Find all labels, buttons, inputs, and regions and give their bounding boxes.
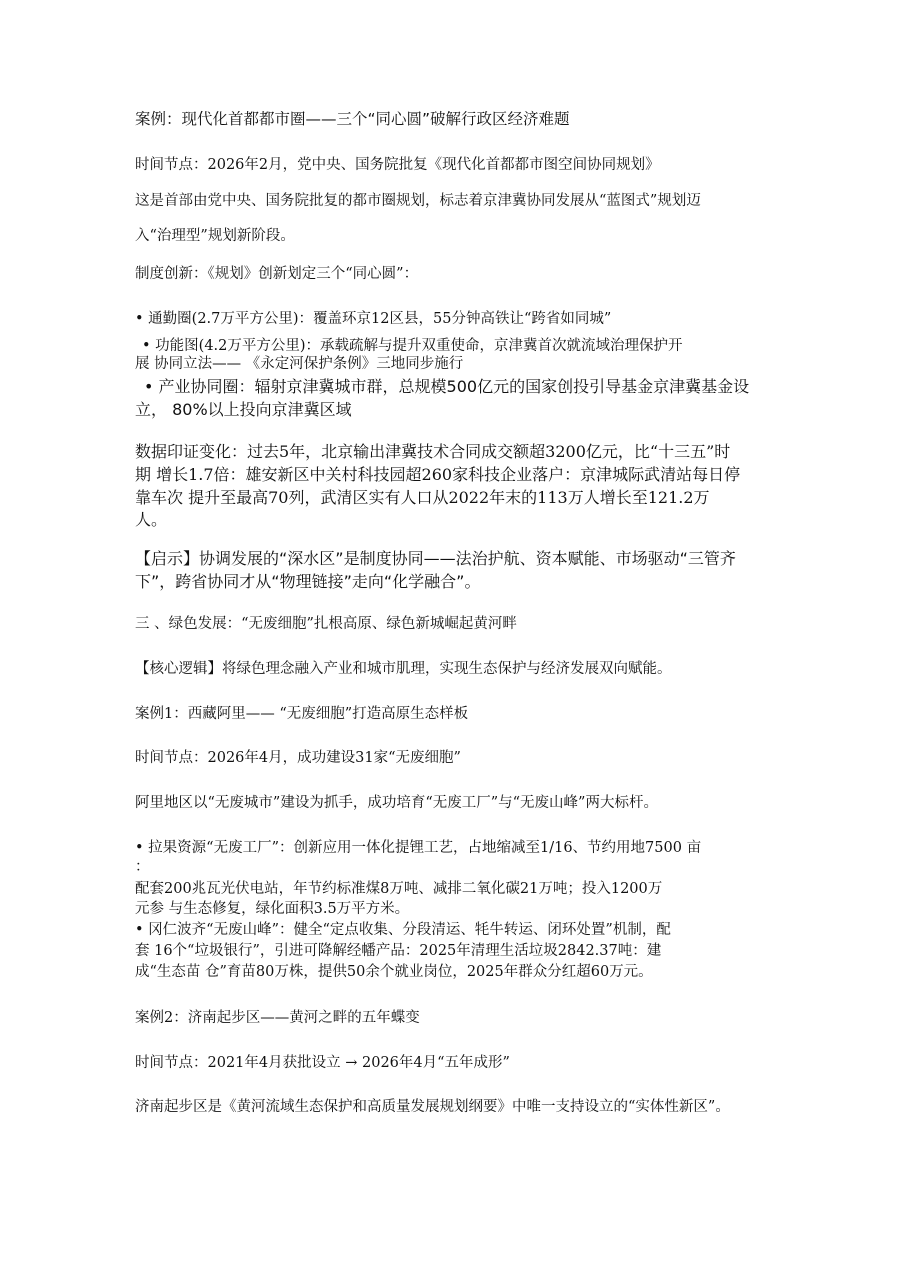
case2-intro: 济南起步区是《黄河流域生态保护和高质量发展规划纲要》中唯一支持设立的“实体性新区”。 bbox=[135, 1099, 730, 1115]
bullet-function-circle: • 功能图(4.2万平方公里)：承载疏解与提升双重使命，京津冀首次就流域治理保护开 bbox=[142, 334, 683, 358]
bullet-industry-circle-cont: 立， 80%以上投向京津冀区域 bbox=[135, 400, 352, 419]
intro-paragraph-line: 这是首部由党中央、国务院批复的都市圈规划，标志着京津冀协同发展从“蓝图式”规划迈 bbox=[135, 193, 701, 209]
case2-title: 案例2：济南起步区——黄河之畔的五年蝶变 bbox=[135, 1010, 420, 1026]
time-node: 时间节点：2026年2月，党中央、国务院批复《现代化首都都市图空间协同规划》 bbox=[135, 157, 660, 173]
bullet-industry-circle: • 产业协同圈：辐射京津冀城市群，总规模500亿元的国家创投引导基金京津冀基金设 bbox=[144, 374, 749, 400]
insight-line: 下”，跨省协同才从“物理链接”走向“化学融合”。 bbox=[135, 572, 481, 591]
bullet-no-waste-factory-cont: ： bbox=[135, 859, 150, 875]
bullet-function-circle-cont: 展 协同立法—— 《永定河保护条例》三地同步施行 bbox=[135, 356, 464, 372]
section-heading-green: 三 、绿色发展：“无废细胞”扎根高原、绿色新城崛起黄河畔 bbox=[135, 616, 517, 632]
insight-line: 【启示】协调发展的“深水区”是制度协同——法治护航、资本赋能、市场驱动“三管齐 bbox=[135, 549, 736, 568]
intro-paragraph-line: 入“治理型”规划新阶段。 bbox=[135, 228, 295, 244]
case1-intro: 阿里地区以“无废城市”建设为抓手，成功培育“无废工厂”与“无废山峰”两大标杆。 bbox=[135, 795, 658, 811]
bullet-no-waste-mountain: • 冈仁波齐“无废山峰”：健全“定点收集、分段清运、牦牛转运、闭环处置”机制，配 bbox=[135, 918, 671, 942]
innovation-title: 制度创新：《规划》创新划定三个“同心圆”： bbox=[135, 266, 419, 282]
bullet-no-waste-mountain-cont: 成“生态苗 仓”育苗80万株，提供50余个就业岗位，2025年群众分红超60万元。 bbox=[135, 964, 653, 980]
bullet-commute-circle: • 通勤圈(2.7万平方公里)：覆盖环京12区县，55分钟高铁让“跨省如同城” bbox=[135, 307, 611, 331]
case2-time-node: 时间节点：2021年4月获批设立 → 2026年4月“五年成形” bbox=[135, 1055, 510, 1071]
core-logic: 【核心逻辑】将绿色理念融入产业和城市肌理，实现生态保护与经济发展双向赋能。 bbox=[135, 661, 672, 677]
bullet-no-waste-mountain-cont: 套 16个“垃圾银行”，引进可降解经幡产品：2025年清理生活垃圾2842.37吨：建 bbox=[135, 943, 662, 959]
bullet-no-waste-factory-cont: 配套200兆瓦光伏电站，年节约标准煤8万吨、减排二氧化碳21万吨；投入1200万 bbox=[135, 881, 663, 897]
data-paragraph-line: 人。 bbox=[135, 510, 168, 529]
case1-title: 案例1：西藏阿里—— “无废细胞”打造高原生态样板 bbox=[135, 706, 469, 722]
case1-time-node: 时间节点：2026年4月，成功建设31家“无废细胞” bbox=[135, 750, 461, 766]
bullet-no-waste-factory-cont: 元参 与生态修复，绿化面积3.5万平方米。 bbox=[135, 901, 410, 917]
data-paragraph-line: 期 增长1.7倍：雄安新区中关村科技园超260家科技企业落户：京津城际武清站每日停 bbox=[135, 465, 741, 484]
data-paragraph-line: 数据印证变化：过去5年，北京输出津冀技术合同成交额超3200亿元，比“十三五”时 bbox=[135, 442, 731, 461]
data-paragraph-line: 靠车次 提升至最高70列，武清区实有人口从2022年末的113万人增长至121.2万 bbox=[135, 488, 710, 507]
bullet-no-waste-factory: • 拉果资源“无废工厂”：创新应用一体化提锂工艺，占地缩减至1/16、节约用地7500 亩 bbox=[135, 836, 701, 860]
case-title: 案例：现代化首都都市圈——三个“同心圆”破解行政区经济难题 bbox=[135, 110, 570, 128]
